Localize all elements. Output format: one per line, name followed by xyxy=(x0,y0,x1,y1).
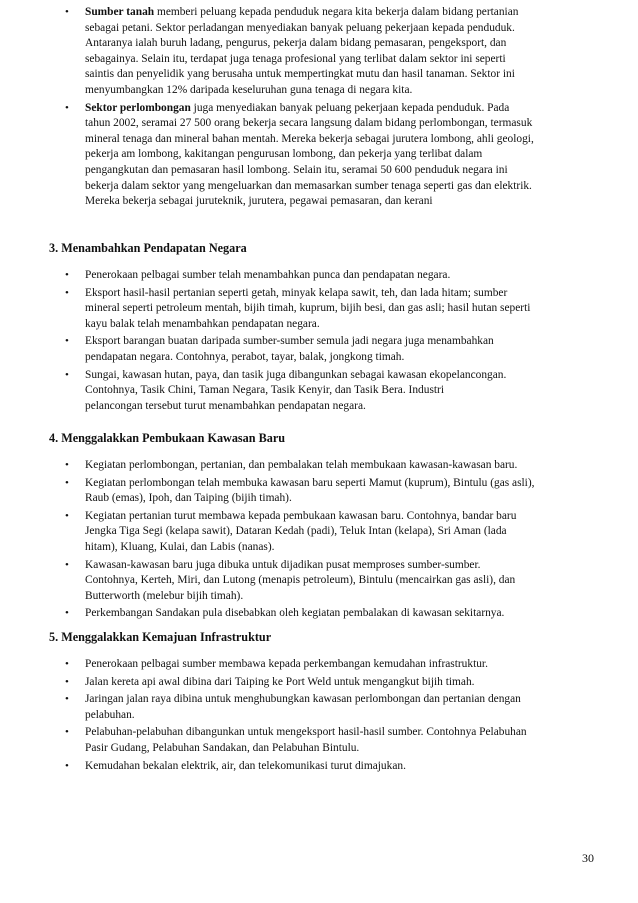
bullet-icon: • xyxy=(65,726,69,739)
list-item xyxy=(65,606,605,622)
item-text: Kegiatan perlombongan telah membuka kawasan baru seperti Mamut (kuprum), Bintulu (gas asli), Raub (emas), Ipoh, dan Taiping (bijih timah). xyxy=(85,476,535,505)
bullet-icon: • xyxy=(65,101,69,114)
list-item xyxy=(65,759,605,775)
bullet-icon: • xyxy=(65,558,69,571)
section-heading: 3. Menambahkan Pendapatan Negara xyxy=(49,241,247,255)
section-heading: 5. Menggalakkan Kemajuan Infrastruktur xyxy=(49,630,272,644)
item-text: Kawasan-kawasan baru juga dibuka untuk dijadikan pusat memproses sumber-sumber. Contohnya, Kerteh, Miri, dan Lutong (menapis petroleum), Bintulu (mencairkan gas asli), dan Butterworth (melebur bijih timah). xyxy=(85,558,516,602)
list-item xyxy=(65,368,605,415)
list-item xyxy=(65,286,605,333)
bullet-icon: • xyxy=(65,335,69,348)
bullet-icon: • xyxy=(65,476,69,489)
item-text: Eksport barangan buatan daripada sumber-sumber semula jadi negara juga menambahkan pendapatan negara. Contohnya, perabot, tayar, balak, jongkong timah. xyxy=(85,335,494,363)
section-list xyxy=(65,458,605,624)
item-text: Kegiatan perlombongan, pertanian, dan pembalakan telah membukaan kawasan-kawasan baru. xyxy=(85,459,518,471)
list-item xyxy=(65,268,605,284)
list-item xyxy=(65,509,605,556)
item-text: juga menyediakan banyak peluang pekerjaan kepada penduduk. Pada tahun 2002, seramai 27 500 orang bekerja secara langsung dalam bidang perlombongan, termasuk mineral tenaga dan mineral bahan mentah. Mereka bekerja sebagai jurutera lombong, ahli geologi, pekerja am lombong, kakitangan pengurusan lombong, dan pekerja yang terlibat dalam pengangkutan dan pemasaran hasil lombong. Selain itu, seramai 50 600 penduduk negara ini bekerja dalam sektor yang mengeluarkan dan memasarkan sumber tenaga seperti gas dan elektrik. Mereka bekerja sebagai juruteknik, jurutera, pegawai pemasaran, dan kerani xyxy=(85,101,534,208)
list-item xyxy=(65,725,605,756)
list-item xyxy=(65,458,605,474)
item-text: Kemudahan bekalan elektrik, air, dan telekomunikasi turut dimajukan. xyxy=(85,759,406,772)
bullet-icon: • xyxy=(65,509,69,522)
top-bullet-list xyxy=(65,5,605,212)
item-text: memberi peluang kepada penduduk negara kita bekerja dalam bidang pertanian sebagai petani. Sektor perladangan menyediakan banyak peluang pekerjaan kepada penduduk. Antaranya ialah buruh ladang, pengurus, pekerja dalam bidang pemasaran, pengeksport, dan sebagainya. Selain itu, terdapat juga tenaga profesional yang terlibat dalam sektor ini seperti saintis dan penyelidik yang berusaha untuk mempertingkat mutu dan hasil tanaman. Sektor ini menyumbangkan 12% daripada keseluruhan guna tenaga di negara kita. xyxy=(85,6,519,96)
bullet-icon: • xyxy=(65,607,69,620)
bullet-icon: • xyxy=(65,459,69,471)
item-text: Eksport hasil-hasil pertanian seperti getah, minyak kelapa sawit, teh, dan lada hitam; sumber mineral seperti petroleum mentah, bijih timah, kuprum, bijih besi, dan gas asli; hasil hutan seperti kayu balak telah menambahkan pendapatan negara. xyxy=(85,286,531,330)
bullet-icon: • xyxy=(65,269,69,281)
list-item xyxy=(65,5,605,99)
item-text: Jalan kereta api awal dibina dari Taiping ke Port Weld untuk mengangkut bijih timah. xyxy=(85,675,475,688)
item-text: Penerokaan pelbagai sumber membawa kepada perkembangan kemudahan infrastruktur. xyxy=(85,658,488,670)
bullet-icon: • xyxy=(65,759,69,772)
bullet-icon: • xyxy=(65,658,69,670)
section-list xyxy=(65,268,605,416)
list-item xyxy=(65,675,605,691)
item-term: Sektor perlombongan xyxy=(85,101,191,114)
item-text: Jaringan jalan raya dibina untuk menghubungkan kawasan perlombongan dan pertanian dengan pelabuhan. xyxy=(85,693,521,721)
bullet-icon: • xyxy=(65,675,69,688)
list-item xyxy=(65,558,605,605)
page-number: 30 xyxy=(582,851,594,865)
list-item xyxy=(65,334,605,365)
item-term: Sumber tanah xyxy=(85,6,155,18)
section-heading: 4. Menggalakkan Pembukaan Kawasan Baru xyxy=(49,431,286,445)
list-item xyxy=(65,692,605,723)
bullet-icon: • xyxy=(65,693,69,706)
bullet-icon: • xyxy=(65,368,69,381)
item-text: Pelabuhan-pelabuhan dibangunkan untuk mengeksport hasil-hasil sumber. Contohnya Pelabuhan Pasir Gudang, Pelabuhan Sandakan, dan Pelabuhan Bintulu. xyxy=(85,726,527,754)
item-text: Perkembangan Sandakan pula disebabkan oleh kegiatan pembalakan di kawasan sekitarnya. xyxy=(85,607,505,620)
list-item xyxy=(65,101,605,210)
item-text: Sungai, kawasan hutan, paya, dan tasik juga dibangunkan sebagai kawasan ekopelancongan. Contohnya, Tasik Chini, Taman Negara, Tasik Kenyir, dan Tasik Bera. Industri pelancongan tersebut turut menambahkan pendapatan negara. xyxy=(85,368,507,412)
bullet-icon: • xyxy=(65,6,69,18)
item-text: Kegiatan pertanian turut membawa kepada pembukaan kawasan baru. Contohnya, bandar baru Jengka Tiga Segi (kelapa sawit), Dataran Kedah (padi), Teluk Intan (kelapa), Sri Aman (lada hitam), Kluang, Kulai, dan Labis (nanas). xyxy=(85,509,517,553)
item-text: Penerokaan pelbagai sumber telah menambahkan punca dan pendapatan negara. xyxy=(85,269,451,281)
section-list xyxy=(65,657,605,776)
list-item xyxy=(65,657,605,673)
list-item xyxy=(65,476,605,507)
bullet-icon: • xyxy=(65,286,69,299)
